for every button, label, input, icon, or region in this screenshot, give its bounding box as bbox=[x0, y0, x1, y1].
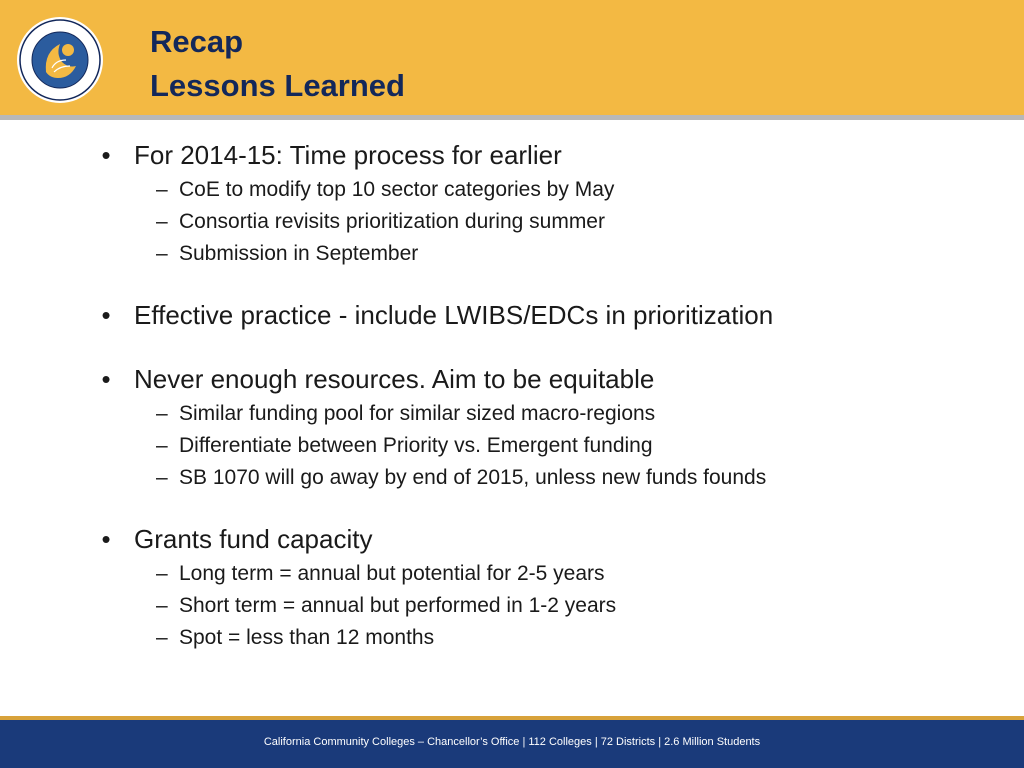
sub-bullet-item bbox=[96, 590, 996, 622]
sub-bullet-item bbox=[96, 174, 996, 206]
slide-title bbox=[150, 20, 405, 108]
bullet-text: Grants fund capacity bbox=[134, 524, 373, 554]
sub-bullet-text: Similar funding pool for similar sized macro-regions bbox=[179, 402, 656, 425]
bullet-text: For 2014-15: Time process for earlier bbox=[134, 140, 562, 170]
sub-bullet-text: Consortia revisits prioritization during summer bbox=[179, 210, 605, 233]
title-line-2: Lessons Learned bbox=[150, 68, 405, 103]
bullet-text: Never enough resources. Aim to be equitable bbox=[134, 364, 655, 394]
sub-bullet-item bbox=[96, 622, 996, 654]
bullet-dot-icon: • bbox=[101, 300, 111, 330]
sub-bullet-item bbox=[96, 462, 996, 494]
sub-bullet-text: Differentiate between Priority vs. Emergent funding bbox=[179, 434, 653, 457]
bullet-group bbox=[96, 296, 996, 334]
footer-text: California Community Colleges – Chancellor’s Office | 112 Colleges | 72 Districts | 2.6 Million Students bbox=[263, 736, 761, 748]
sub-bullet-item bbox=[96, 430, 996, 462]
dash-icon: – bbox=[156, 210, 168, 233]
dash-icon: – bbox=[156, 434, 168, 457]
california-community-colleges-seal-icon bbox=[16, 16, 104, 104]
dash-icon: – bbox=[156, 242, 168, 265]
dash-icon: – bbox=[156, 562, 168, 585]
sub-bullet-item bbox=[96, 558, 996, 590]
bullet-text: Effective practice - include LWIBS/EDCs in prioritization bbox=[134, 300, 774, 330]
sub-bullet-item bbox=[96, 238, 996, 270]
bullet-item bbox=[96, 296, 996, 334]
sub-bullet-text: Spot = less than 12 months bbox=[179, 626, 435, 649]
sub-bullet-text: Short term = annual but performed in 1-2 years bbox=[179, 594, 617, 617]
bullet-item bbox=[96, 136, 996, 174]
slide-footer bbox=[0, 716, 1024, 768]
bullet-group bbox=[96, 136, 996, 270]
sub-bullet-item bbox=[96, 206, 996, 238]
dash-icon: – bbox=[156, 178, 168, 201]
dash-icon: – bbox=[156, 402, 168, 425]
bullet-dot-icon: • bbox=[101, 524, 111, 554]
slide-header bbox=[0, 0, 1024, 120]
sub-bullet-text: CoE to modify top 10 sector categories by May bbox=[179, 178, 615, 201]
sub-bullet-text: Long term = annual but potential for 2-5 years bbox=[179, 562, 605, 585]
bullet-group bbox=[96, 360, 996, 494]
bullet-group bbox=[96, 520, 996, 654]
bullet-dot-icon: • bbox=[101, 364, 111, 394]
bullet-dot-icon: • bbox=[101, 140, 111, 170]
bullet-item bbox=[96, 520, 996, 558]
title-line-1: Recap bbox=[150, 24, 244, 59]
sub-bullet-item bbox=[96, 398, 996, 430]
dash-icon: – bbox=[156, 626, 168, 649]
sub-bullet-text: SB 1070 will go away by end of 2015, unless new funds founds bbox=[179, 466, 767, 489]
dash-icon: – bbox=[156, 466, 168, 489]
bullet-item bbox=[96, 360, 996, 398]
bullet-list bbox=[96, 136, 996, 680]
sub-bullet-text: Submission in September bbox=[179, 242, 419, 265]
dash-icon: – bbox=[156, 594, 168, 617]
